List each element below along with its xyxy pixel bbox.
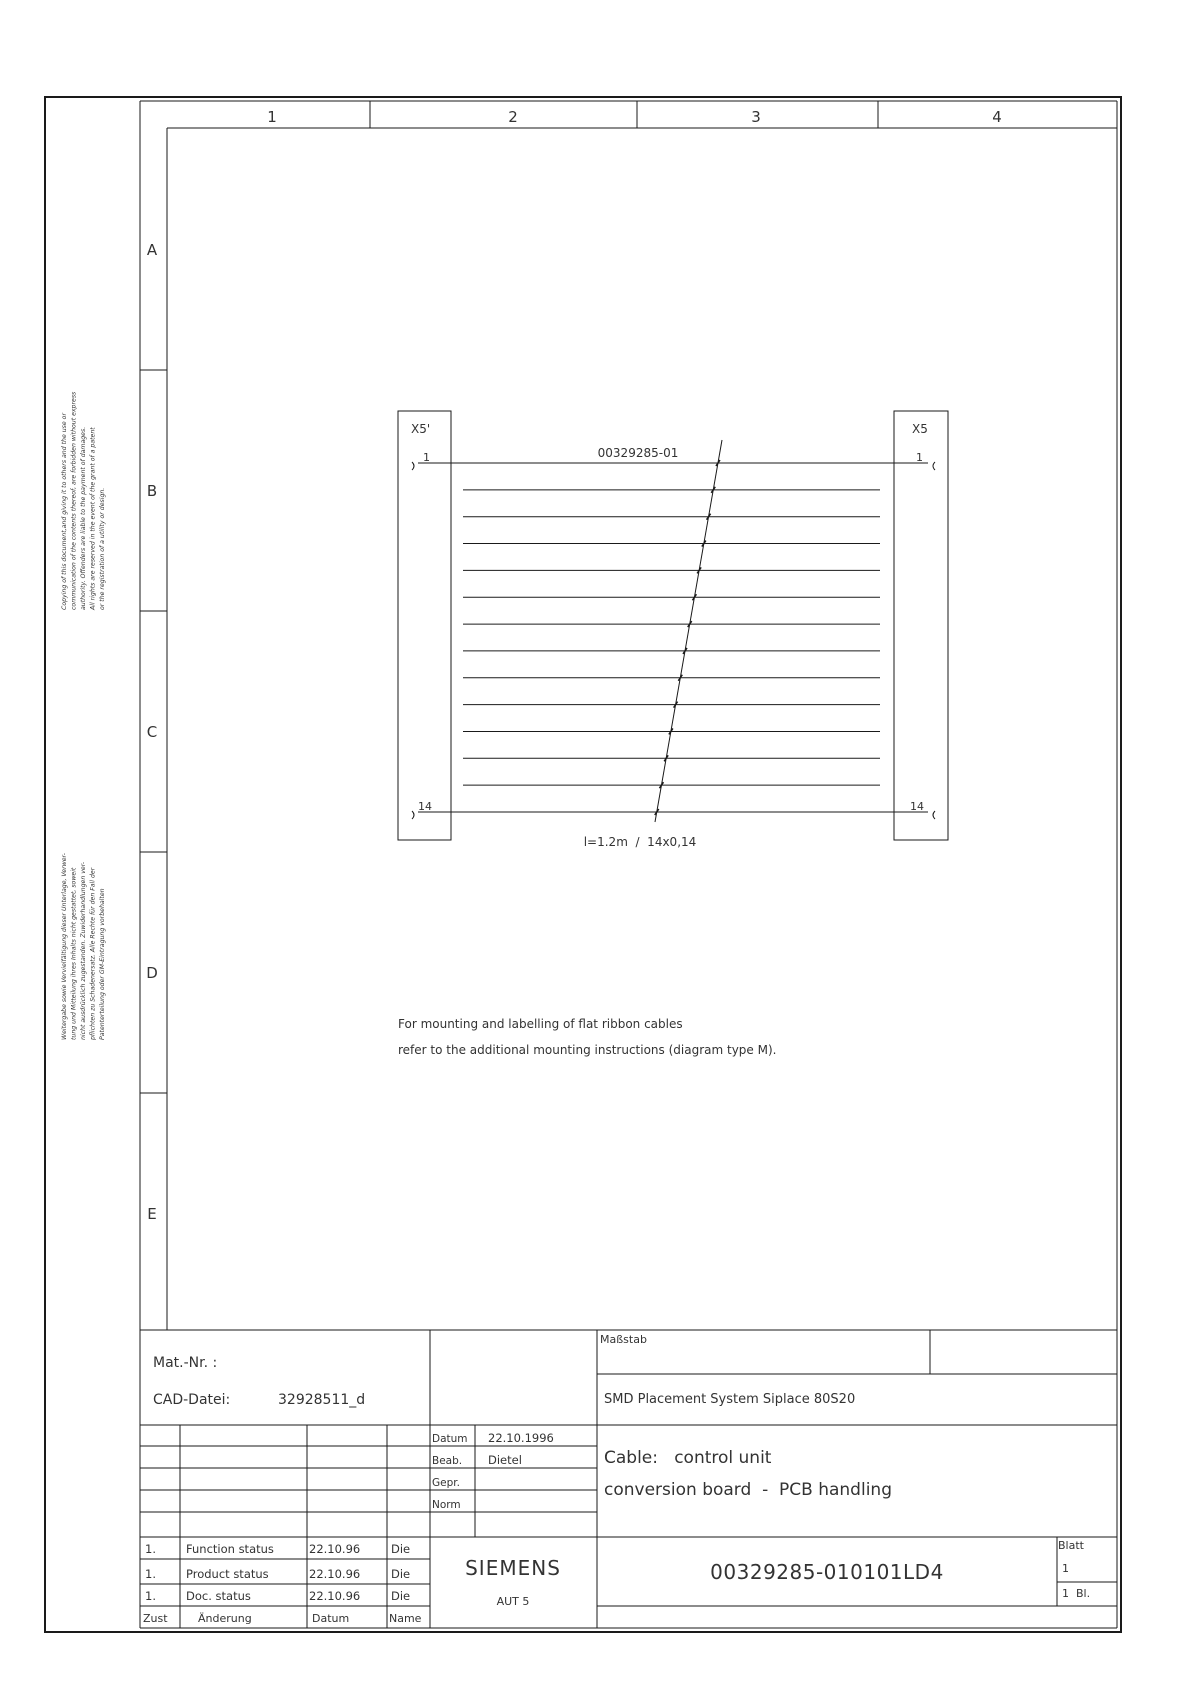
status-name: Product status [186,1567,269,1581]
title-block [140,1330,1117,1628]
company-logo-text: SIEMENS [465,1556,561,1580]
status-author: Die [391,1589,411,1603]
cad-file-label: CAD-Datei: [153,1392,231,1408]
approval-row-label: Beab. [432,1455,463,1467]
cad-file-value: 32928511_d [278,1392,366,1408]
right-pin-first-symbol [933,462,935,470]
document-status-rows [145,1542,410,1603]
right-pin-last-symbol [933,811,935,819]
row-label: A [146,241,158,259]
legal-notice-line: or the registration of a utility or design. [99,487,106,610]
left-pin-first-symbol [412,462,414,470]
sheet-total: 1 Bl. [1062,1587,1091,1600]
approval-date-rows [432,1431,554,1511]
revision-header-aenderung: Änderung [198,1612,252,1625]
status-index: 1. [145,1567,156,1581]
status-date: 22.10.96 [309,1542,361,1556]
cable-part-number: 00329285-01 [597,446,679,460]
status-name: Function status [186,1542,274,1556]
status-date: 22.10.96 [309,1589,361,1603]
mat-nr-label: Mat.-Nr. : [153,1355,218,1371]
system-name: SMD Placement System Siplace 80S20 [604,1392,856,1407]
note-line-1: For mounting and labelling of flat ribbon cables [398,1017,683,1031]
approval-row-label: Norm [432,1499,461,1511]
approval-row-label: Datum [432,1433,468,1445]
column-label: 1 [267,108,277,126]
row-label: C [146,723,158,741]
left-pin-last-symbol [412,811,414,819]
scale-label: Maßstab [600,1333,647,1346]
status-index: 1. [145,1589,156,1603]
right-pin-last: 14 [910,800,924,813]
right-pin-first: 1 [916,451,923,464]
right-connector-label: X5 [912,422,928,436]
approval-row-value: 22.10.1996 [488,1431,554,1445]
left-pin-first: 1 [423,451,430,464]
status-index: 1. [145,1542,156,1556]
column-label: 4 [992,108,1002,126]
column-label: 2 [508,108,518,126]
legal-notice-line: tung und Mitteilung ihres Inhalts nicht gestattet, soweit [70,867,78,1040]
revision-header-datum: Datum [312,1612,350,1625]
note-line-2: refer to the additional mounting instructions (diagram type M). [398,1043,777,1057]
legal-notice-german [60,853,106,1041]
status-author: Die [391,1542,411,1556]
drawing-title-line-1: Cable: control unit [604,1448,772,1468]
legal-notice-line: Patenterteilung oder GM-Eintragung vorbehalten [99,888,106,1040]
left-pin-last: 14 [418,800,432,813]
left-connector [398,411,451,840]
column-label: 3 [751,108,761,126]
legal-notice-line: authority. Offenders are liable to the payment of damages. [80,426,87,610]
sheet-label: Blatt [1058,1539,1084,1552]
approval-row-label: Gepr. [432,1477,460,1489]
row-label: D [146,964,158,982]
legal-notice-line: communication of the contents thereof, are forbidden without express [70,391,78,610]
drawing-title-line-2: conversion board - PCB handling [604,1480,892,1500]
row-label: B [146,482,158,500]
approval-row-value: Dietel [488,1453,522,1467]
status-name: Doc. status [186,1589,251,1603]
left-connector-label: X5' [411,422,431,436]
status-author: Die [391,1567,411,1581]
sheet-number: 1 [1062,1562,1069,1575]
legal-notice-line: Copying of this document,and giving it to others and the use or [61,413,68,610]
legal-notice-line: All rights are reserved in the event of the grant of a patent [89,427,97,610]
legal-notice-line: nicht ausdrücklich zugestanden. Zuwiderhandlungen ver- [80,861,87,1040]
row-label: E [147,1205,157,1223]
legal-notice-english [60,391,106,611]
department: AUT 5 [496,1595,530,1608]
revision-header-name: Name [389,1612,422,1625]
legal-notice-line: pflichten zu Schadenersatz. Alle Rechte für den Fall der [89,867,97,1040]
status-date: 22.10.96 [309,1567,361,1581]
cable-spec: l=1.2m / 14x0,14 [583,835,697,849]
cable-bundle-marker [655,440,722,822]
right-connector [894,411,948,840]
legal-notice-line: Weitergabe sowie Vervielfältigung dieser Unterlage, Verwer- [61,853,68,1040]
revision-header-zust: Zust [143,1612,168,1625]
ribbon-cable-wires [418,460,928,815]
drawing-number: 00329285-010101LD4 [710,1560,944,1584]
